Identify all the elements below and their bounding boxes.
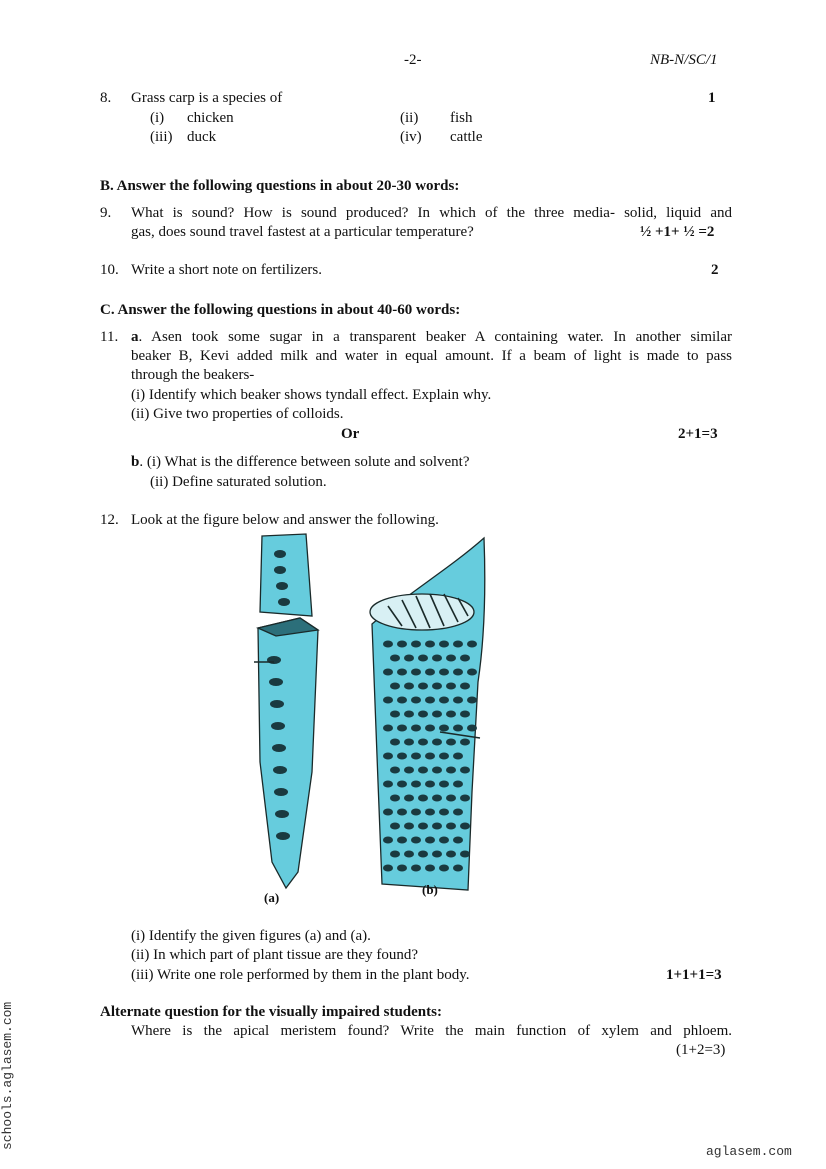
question-marks: 2 — [711, 262, 719, 278]
question-marks: 2+1=3 — [678, 426, 718, 442]
option-label: (ii) — [400, 110, 419, 126]
question-text-line: beaker B, Kevi added milk and water in equal amount. If a beam of light is made to pass — [131, 348, 732, 364]
figure-a-label: (a) — [264, 890, 280, 905]
question-text-line — [131, 454, 470, 471]
option-text: chicken — [187, 110, 234, 126]
or-separator: Or — [341, 426, 360, 442]
question-text-line — [131, 329, 732, 346]
question-marks: (1+2=3) — [676, 1042, 726, 1058]
paper-code: NB-N/SC/1 — [650, 52, 718, 68]
question-text: Grass carp is a species of — [131, 90, 283, 106]
question-text: Write a short note on fertilizers. — [131, 262, 322, 278]
question-marks: 1+1+1=3 — [666, 967, 722, 983]
section-c-heading: C. Answer the following questions in about 40-60 words: — [100, 302, 461, 318]
part-label: b — [131, 454, 140, 470]
figure-a-cell — [258, 618, 318, 888]
alternate-heading: Alternate question for the visually impaired students: — [100, 1004, 442, 1020]
question-marks: ½ +1+ ½ =2 — [640, 224, 715, 240]
bottom-watermark: aglasem.com — [706, 1144, 792, 1159]
page-number: -2- — [404, 52, 422, 68]
sub-question: (i) Identify the given figures (a) and (a). — [131, 928, 371, 944]
side-watermark: schools.aglasem.com — [0, 1001, 15, 1150]
plant-tissue-figure — [240, 532, 500, 912]
question-number: 9. — [100, 205, 112, 221]
question-number: 12. — [100, 512, 119, 528]
sub-question: (i) Identify which beaker shows tyndall effect. Explain why. — [131, 387, 492, 403]
sub-question: (ii) In which part of plant tissue are they found? — [131, 947, 418, 963]
sub-question: . (i) What is the difference between solute and solvent? — [139, 454, 470, 470]
sub-question: (iii) Write one role performed by them in the plant body. — [131, 967, 470, 983]
option-label: (i) — [150, 110, 165, 126]
question-number: 11. — [100, 329, 119, 345]
figure-b-label: (b) — [422, 882, 438, 897]
part-label: a — [131, 329, 139, 345]
option-label: (iii) — [150, 129, 173, 145]
question-number: 10. — [100, 262, 119, 278]
part-text: . Asen took some sugar in a transparent beaker A containing water. In another similar — [138, 329, 732, 345]
alternate-text: Where is the apical meristem found? Write the main function of xylem and phloem. — [131, 1023, 732, 1039]
option-text: duck — [187, 129, 217, 145]
question-text-line: What is sound? How is sound produced? In which of the three media- solid, liquid and — [131, 205, 732, 221]
question-text-line: gas, does sound travel fastest at a particular temperature? — [131, 224, 474, 240]
question-marks: 1 — [708, 90, 716, 106]
question-number: 8. — [100, 90, 112, 106]
sub-question: (ii) Give two properties of colloids. — [131, 406, 344, 422]
question-text-line: through the beakers- — [131, 367, 255, 383]
question-text: Look at the figure below and answer the following. — [131, 512, 439, 528]
sub-question: (ii) Define saturated solution. — [150, 474, 327, 490]
option-label: (iv) — [400, 129, 422, 145]
option-text: fish — [450, 110, 473, 126]
section-b-heading: B. Answer the following questions in about 20-30 words: — [100, 178, 460, 194]
option-text: cattle — [450, 129, 483, 145]
